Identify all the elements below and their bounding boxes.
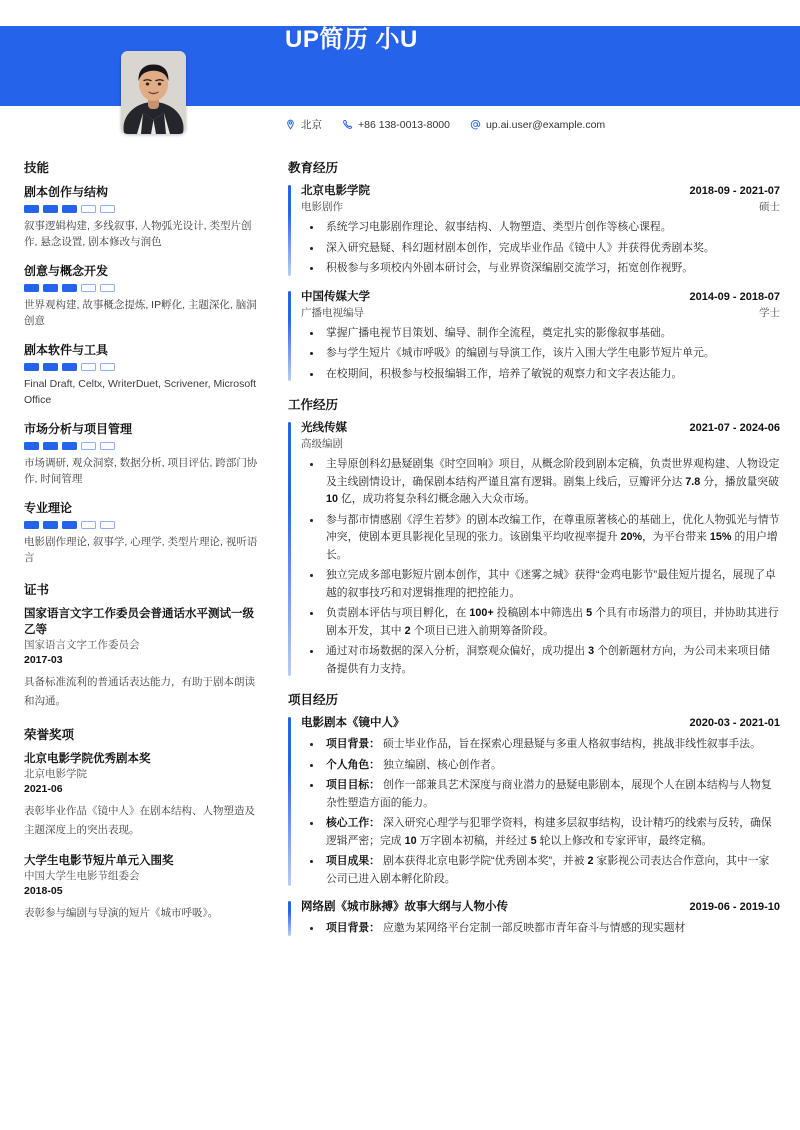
bullet-item: 项目背景： 硕士毕业作品，旨在探索心理悬疑与多重人格叙事结构，挑战非线性叙事手法。 (301, 736, 780, 754)
skill-dot-filled (24, 442, 39, 450)
skill-name: 剧本创作与结构 (24, 185, 109, 199)
list-item (24, 751, 264, 840)
skill-dot-empty (100, 442, 115, 450)
skill-dot-empty (100, 363, 115, 371)
bullet-item: 独立完成多部电影短片剧本创作，其中《迷雾之城》获得“金鸡电影节”最佳短片提名，展现了卓越的叙事技巧和对逻辑推理的把控能力。 (301, 567, 780, 602)
bullet-item: 深入研究悬疑、科幻题材剧本创作，完成毕业作品《镜中人》并获得优秀剧本奖。 (301, 240, 780, 258)
education-entry (288, 289, 780, 384)
phone-icon (342, 119, 353, 130)
skill-dot-empty (81, 205, 96, 213)
awards-list (24, 751, 264, 923)
project-entry (288, 899, 780, 938)
skill-dot-filled (43, 284, 58, 292)
work-section (288, 397, 780, 678)
awards-section-title: 荣誉奖项 (24, 728, 75, 742)
degree: 硕士 (759, 201, 780, 213)
bullet-list (301, 325, 780, 384)
skills-list (24, 184, 264, 566)
entry-subheader (301, 306, 780, 321)
education-entry (288, 183, 780, 278)
bullet-item: 核心工作： 深入研究心理学与犯罪学资料，构建多层叙事结构，设计精巧的线索与反转，确保逻辑严密；完成 10 万字剧本初稿，并经过 5 轮以上修改和专家评审，最终定稿。 (301, 815, 780, 850)
item-title: 北京电影学院优秀剧本奖 (24, 753, 151, 765)
projects-section-title: 项目经历 (288, 693, 339, 707)
bullet-item: 掌握广播电视节目策划、编导、制作全流程，奠定扎实的影像叙事基础。 (301, 325, 780, 343)
at-sign-icon (470, 119, 481, 130)
skill-dot-filled (24, 205, 39, 213)
item-date: 2021-06 (24, 783, 63, 795)
bullet-item: 系统学习电影剧作理论、叙事结构、人物塑造、类型片创作等核心课程。 (301, 219, 780, 237)
skill-dot-filled (62, 442, 77, 450)
bullet-list (301, 920, 780, 938)
bullet-item: 项目成果： 剧本获得北京电影学院“优秀剧本奖”，并被 2 家影视公司表达合作意向，其中一家公司已进入剧本孵化阶段。 (301, 853, 780, 888)
bullet-item: 项目背景： 应邀为某网络平台定制一部反映都市青年奋斗与情感的现实题材 (301, 920, 780, 938)
item-issuer: 国家语言文字工作委员会 (24, 639, 140, 651)
contact-email (470, 119, 605, 131)
skill-name: 剧本软件与工具 (24, 343, 109, 357)
major: 广播电视编导 (301, 306, 364, 319)
work-list (288, 420, 780, 678)
location-pin-icon (285, 119, 296, 130)
skills-section (24, 160, 264, 566)
skill-item (24, 421, 264, 487)
project-name: 网络剧《城市脉搏》故事大纲与人物小传 (301, 901, 508, 913)
item-description: 表彰参与编剧与导演的短片《城市呼吸》。 (24, 907, 219, 919)
contact-bar (285, 117, 605, 132)
skill-dot-filled (43, 442, 58, 450)
bullet-item: 参与学生短片《城市呼吸》的编剧与导演工作，该片入围大学生电影节短片单元。 (301, 345, 780, 363)
bullet-list (301, 456, 780, 678)
skill-dot-filled (43, 363, 58, 371)
skill-dot-filled (62, 363, 77, 371)
entry-subheader (301, 437, 780, 452)
entry-date: 2019-06 - 2019-10 (689, 901, 780, 913)
item-description: 具备标准流利的普通话表达能力，有助于剧本朗读和沟通。 (24, 676, 255, 707)
skill-dot-empty (81, 284, 96, 292)
company-name: 光线传媒 (301, 422, 347, 434)
bullet-item: 项目目标： 创作一部兼具艺术深度与商业潜力的悬疑电影剧本，展现个人在剧本结构与人物复杂性塑造方面的能力。 (301, 777, 780, 812)
avatar-illustration (121, 51, 186, 134)
bullet-item: 个人角色： 独立编剧、核心创作者。 (301, 757, 780, 775)
skill-dot-filled (24, 284, 39, 292)
school-name: 北京电影学院 (301, 185, 370, 197)
entry-date: 2020-03 - 2021-01 (689, 717, 780, 729)
skill-rating (24, 284, 264, 292)
skill-dot-empty (81, 363, 96, 371)
entry-header (301, 183, 780, 200)
entry-date: 2021-07 - 2024-06 (689, 422, 780, 434)
bullet-list (301, 736, 780, 888)
skill-dot-filled (24, 521, 39, 529)
contact-email-text: up.ai.user@example.com (485, 118, 606, 131)
skill-dot-filled (62, 205, 77, 213)
list-item (24, 853, 264, 923)
project-entry (288, 715, 780, 888)
skill-item (24, 342, 264, 408)
education-section (288, 160, 780, 383)
skill-dot-empty (81, 442, 96, 450)
entry-date: 2014-09 - 2018-07 (689, 290, 780, 303)
contact-location-text: 北京 (301, 119, 322, 131)
major: 电影剧作 (301, 201, 343, 213)
education-section-title: 教育经历 (288, 161, 339, 175)
item-date: 2018-05 (24, 885, 63, 897)
sidebar (24, 160, 264, 939)
work-entry (288, 420, 780, 678)
item-issuer: 中国大学生电影节组委会 (24, 870, 140, 882)
contact-phone (342, 119, 450, 131)
projects-list (288, 715, 780, 938)
awards-section (24, 727, 264, 923)
item-title: 大学生电影节短片单元入围奖 (24, 855, 174, 867)
list-item (24, 606, 264, 711)
skill-description: 电影剧作理论, 叙事学, 心理学, 类型片理论, 视听语言 (24, 536, 258, 564)
entry-header (301, 715, 780, 732)
skill-description: 市场调研, 观众洞察, 数据分析, 项目评估, 跨部门协作, 时间管理 (24, 457, 258, 485)
work-section-title: 工作经历 (288, 398, 339, 412)
contact-location (285, 117, 322, 132)
bullet-item: 参与都市情感剧《浮生若梦》的剧本改编工作，在尊重原著核心的基础上，优化人物弧光与情节冲突，使剧本更具影视化呈现的张力。该剧集平均收视率提升 20%，为平台带来 15% 的用户增长。 (301, 512, 780, 565)
item-date: 2017-03 (24, 654, 63, 666)
skill-description: Final Draft, Celtx, WriterDuet, Scrivener, Microsoft Office (24, 378, 257, 406)
skill-dot-empty (81, 521, 96, 529)
skill-dot-filled (62, 521, 77, 529)
job-role: 高级编剧 (301, 438, 343, 450)
main-content (288, 160, 780, 952)
item-issuer: 北京电影学院 (24, 768, 87, 780)
project-name: 电影剧本《镜中人》 (301, 717, 405, 729)
skill-rating (24, 363, 264, 371)
bullet-item: 积极参与多项校内外剧本研讨会，与业界资深编剧交流学习，拓宽创作视野。 (301, 260, 780, 278)
entry-subheader (301, 200, 780, 215)
skill-description: 世界观构建, 故事概念提炼, IP孵化, 主题深化, 脑洞创意 (24, 299, 257, 327)
skill-name: 创意与概念开发 (24, 264, 109, 278)
skills-section-title: 技能 (24, 161, 50, 175)
skill-description: 叙事逻辑构建, 多线叙事, 人物弧光设计, 类型片创作, 悬念设置, 剧本修改与润色 (24, 220, 252, 248)
certificates-section (24, 582, 264, 711)
education-list (288, 183, 780, 383)
entry-date: 2018-09 - 2021-07 (689, 185, 780, 197)
entry-header (301, 899, 780, 916)
bullet-list (301, 219, 780, 278)
skill-dot-empty (100, 284, 115, 292)
projects-section (288, 692, 780, 938)
entry-header (301, 420, 780, 437)
skill-item (24, 500, 264, 566)
skill-name: 专业理论 (24, 501, 73, 515)
skill-dot-filled (43, 521, 58, 529)
school-name: 中国传媒大学 (301, 290, 370, 303)
certificates-section-title: 证书 (24, 583, 50, 597)
entry-header (301, 289, 780, 306)
contact-phone-text: +86 138-0013-8000 (358, 118, 450, 131)
skill-item (24, 184, 264, 250)
skill-name: 市场分析与项目管理 (24, 422, 133, 436)
skill-item (24, 263, 264, 329)
skill-rating (24, 521, 264, 529)
bullet-item: 负责剧本评估与项目孵化，在 100+ 投稿剧本中筛选出 5 个具有市场潜力的项目，并协助其进行剧本开发，其中 2 个项目已进入前期筹备阶段。 (301, 605, 780, 640)
bullet-item: 主导原创科幻悬疑剧集《时空回响》项目，从概念阶段到剧本定稿，负责世界观构建、人物设定及主线剧情设计，确保剧本结构严谨且富有逻辑。剧集上线后，豆瓣评分达 7.8 分，播放量突破 10 亿，成功将复杂科幻概念融入大众市场。 (301, 456, 780, 509)
degree: 学士 (759, 306, 780, 319)
skill-dot-empty (100, 521, 115, 529)
bullet-item: 通过对市场数据的深入分析，洞察观众偏好，成功提出 3 个创新题材方向，为公司未来项目储备提供有力支持。 (301, 643, 780, 678)
certificates-list (24, 606, 264, 711)
skill-rating (24, 442, 264, 450)
skill-dot-filled (43, 205, 58, 213)
avatar (121, 51, 186, 134)
bullet-item: 在校期间，积极参与校报编辑工作，培养了敏锐的观察力和文字表达能力。 (301, 366, 780, 384)
item-title: 国家语言文字工作委员会普通话水平测试一级乙等 (24, 608, 254, 636)
page-title: UP简历 小U (285, 26, 418, 53)
skill-dot-filled (62, 284, 77, 292)
skill-dot-empty (100, 205, 115, 213)
skill-dot-filled (24, 363, 39, 371)
skill-rating (24, 205, 264, 213)
item-description: 表彰毕业作品《镜中人》在剧本结构、人物塑造及主题深度上的突出表现。 (24, 805, 255, 836)
